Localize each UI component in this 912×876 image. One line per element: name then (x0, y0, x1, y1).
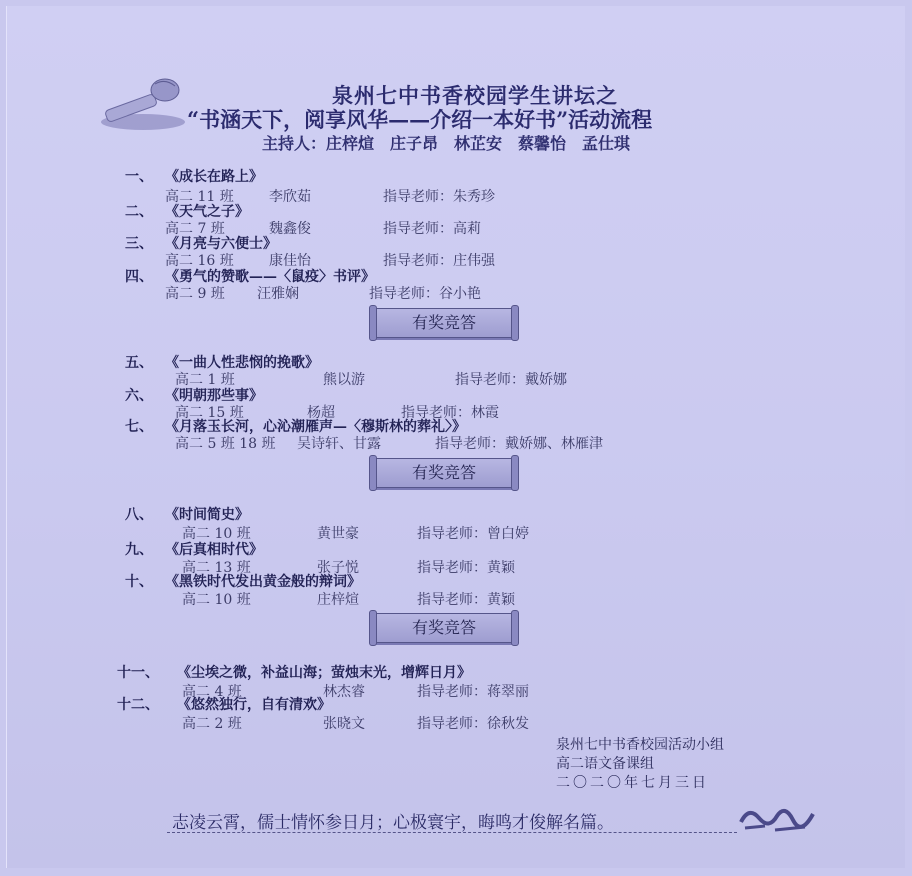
program-item-number: 六、 (125, 388, 153, 404)
program-item-teacher: 指导老师：朱秀珍 (383, 189, 495, 205)
program-item-student: 吴诗轩、甘露 (297, 436, 381, 452)
program-item-book-title: 《尘埃之微，补益山海；萤烛末光，增辉日月》 (177, 665, 471, 681)
microphone-icon (95, 74, 195, 134)
program-item-teacher: 指导老师：曾白婷 (417, 526, 529, 542)
quiz-banner-2: 有奖竞答 (373, 458, 515, 488)
quiz-banner-1: 有奖竞答 (373, 308, 515, 338)
footer-motto: 志凌云霄，儒士情怀参日月；心极寰宇，晦鸣才俊解名篇。 (172, 813, 614, 833)
program-item-student: 庄梓煊 (317, 592, 359, 608)
program-item-teacher: 指导老师：林霞 (401, 405, 499, 421)
program-item-number: 十二、 (117, 697, 159, 713)
calligraphy-stamp-icon (735, 800, 819, 834)
program-item-teacher: 指导老师：庄伟强 (383, 253, 495, 269)
program-item-number: 五、 (125, 355, 153, 371)
program-item-book-title: 《一曲人性悲悯的挽歌》 (165, 355, 319, 371)
program-item-book-title: 《黑铁时代发出黄金般的辩词》 (165, 574, 361, 590)
program-item-teacher: 指导老师：高莉 (383, 221, 481, 237)
program-item-class: 高二 2 班 (182, 716, 242, 732)
program-item-number: 三、 (125, 236, 153, 252)
program-item-teacher: 指导老师：黄颖 (417, 560, 515, 576)
program-item-book-title: 《天气之子》 (165, 204, 249, 220)
host-line (262, 131, 630, 154)
program-item-student: 熊以游 (323, 372, 365, 388)
title-line-1: 泉州七中书香校园学生讲坛之 (332, 83, 618, 108)
host-names: 庄梓煊 庄子昂 林芷安 蔡馨怡 孟仕琪 (326, 134, 631, 153)
program-item-class: 高二 11 班 (165, 189, 234, 205)
program-item-class: 高二 16 班 (165, 253, 234, 269)
program-item-class: 高二 10 班 (182, 592, 251, 608)
program-item-teacher: 指导老师：蒋翠丽 (417, 684, 529, 700)
quiz-banner-3: 有奖竞答 (373, 613, 515, 643)
program-item-class: 高二 7 班 (165, 221, 225, 237)
program-item-student: 张子悦 (317, 560, 359, 576)
program-item-number: 九、 (125, 542, 153, 558)
program-item-teacher: 指导老师：谷小艳 (369, 286, 481, 302)
program-item-teacher: 指导老师：徐秋发 (417, 716, 529, 732)
document-page (6, 6, 905, 868)
program-item-teacher: 指导老师：戴娇娜 (455, 372, 567, 388)
program-item-number: 一、 (125, 169, 153, 185)
program-item-number: 八、 (125, 507, 153, 523)
footer-divider (167, 832, 737, 833)
program-item-student: 魏鑫俊 (269, 221, 311, 237)
program-item-class: 高二 15 班 (175, 405, 244, 421)
program-item-book-title: 《勇气的赞歌——〈鼠疫〉书评》 (165, 269, 375, 285)
program-item-book-title: 《时间简史》 (165, 507, 249, 523)
program-item-book-title: 《悠然独行，自有清欢》 (177, 697, 331, 713)
program-item-number: 四、 (125, 269, 153, 285)
program-item-number: 十一、 (117, 665, 159, 681)
program-item-book-title: 《月亮与六便士》 (165, 236, 277, 252)
host-label: 主持人： (262, 134, 327, 153)
program-item-student: 汪雅娴 (257, 286, 299, 302)
program-item-student: 张晓文 (323, 716, 365, 732)
program-item-class: 高二 10 班 (182, 526, 251, 542)
program-item-book-title: 《后真相时代》 (165, 542, 263, 558)
title-line-2: “书涵天下，阅享风华——介绍一本好书”活动流程 (187, 107, 653, 132)
program-item-student: 杨超 (307, 405, 335, 421)
program-item-class: 高二 1 班 (175, 372, 235, 388)
program-item-book-title: 《明朝那些事》 (165, 388, 263, 404)
program-item-student: 康佳怡 (269, 253, 311, 269)
program-item-student: 林杰睿 (323, 684, 365, 700)
program-item-number: 二、 (125, 204, 153, 220)
program-item-number: 七、 (125, 419, 153, 435)
program-item-student: 李欣茹 (269, 189, 311, 205)
program-item-teacher: 指导老师：黄颖 (417, 592, 515, 608)
signature-org: 泉州七中书香校园活动小组 (556, 737, 724, 753)
program-item-class: 高二 9 班 (165, 286, 225, 302)
program-item-book-title: 《成长在路上》 (165, 169, 263, 185)
signature-group: 高二语文备课组 (556, 756, 654, 772)
program-item-class: 高二 4 班 (182, 684, 242, 700)
signature-date: 二〇二〇年七月三日 (556, 775, 709, 791)
program-item-book-title: 《月落玉长河，心沁潮雁声—〈穆斯林的葬礼〉》 (165, 419, 466, 435)
program-item-class: 高二 13 班 (182, 560, 251, 576)
program-item-teacher: 指导老师：戴娇娜、林雁津 (435, 436, 603, 452)
program-item-class: 高二 5 班 18 班 (175, 436, 276, 452)
program-item-number: 十、 (125, 574, 153, 590)
program-item-student: 黄世豪 (317, 526, 359, 542)
